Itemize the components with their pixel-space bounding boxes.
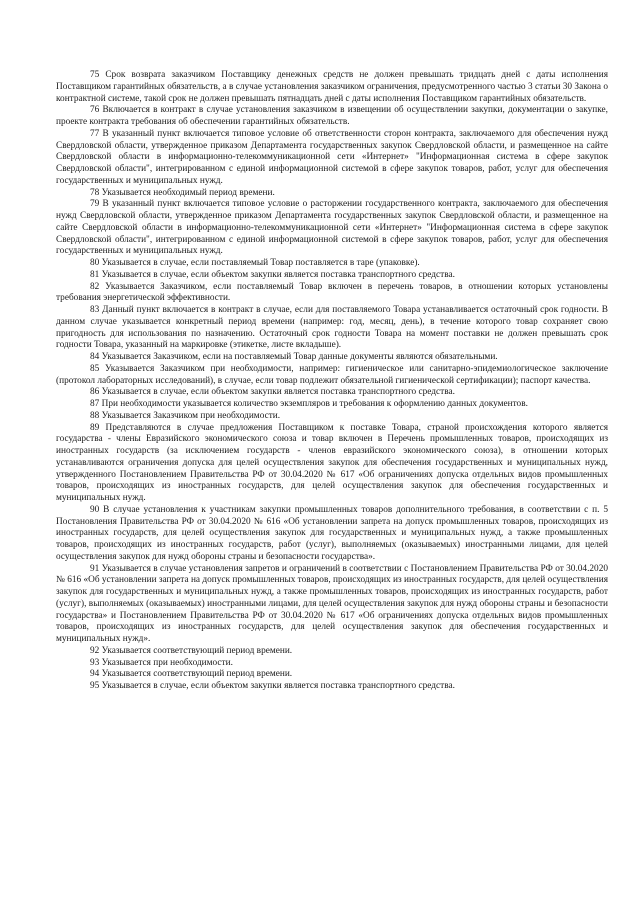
footnote-81: 81 Указывается в случае, если объектом закупки является поставка транспортного средства. <box>90 269 455 280</box>
footnote-78: 78 Указывается необходимый период времени. <box>90 187 275 198</box>
footnote-94: 94 Указывается соответствующий период времени. <box>90 669 293 680</box>
footnote-95: 95 Указывается в случае, если объектом закупки является поставка транспортного средства. <box>90 681 455 691</box>
footnote-90: 90 В случае установления к участникам закупки промышленных товаров дополнительного требования, в соответствии с п. 5 Постановления Правительства РФ от 30.04.2020 № 616 «Об установлении запрета на допуск промышленных товаров, происходящих из иностранных государств, для целей осуществления закупок для государственных и муниципальных нужд, а также промышленных товаров, происходящих из иностранных государств, работ (услуг), выполняемых (оказываемых) иностранными лицами, для целей осуществления закупок для нужд обороны страны и безопасности государства». <box>56 504 608 562</box>
footnote-89: 89 Представляются в случае предложения Поставщиком к поставке Товара, страной происхождения которого является государства - члены Евразийского экономического союза и товар включен в Перечень промышленных товаров, происходящих из иностранных государств (за исключением государств - членов евразийского экономического союза), в отношении которых устанавливаются ограничения допуска для целей осуществления закупок для обеспечения государственных и муниципальных нужд, утвержденного Постановлением Правительства РФ от 30.04.2020 № 617 «Об ограничениях допуска отдельных видов промышленных товаров, происходящих из иностранных государств, для целей осуществления закупок для обеспечения государственных и муниципальных нужд. <box>56 422 608 503</box>
footnote-84: 84 Указывается Заказчиком, если на поставляемый Товар данные документы являются обязательными. <box>90 352 498 362</box>
footnote-85: 85 Указывается Заказчиком при необходимости, например: гигиеническое или санитарно-эпидемиологическое заключение (протокол лабораторных исследований), в случае, если товар подлежит обязательной гигиенической сертификации); паспорт качества. <box>56 363 608 386</box>
footnote-91: 91 Указывается в случае установления запретов и ограничений в соответствии с Постановлением Правительства РФ от 30.04.2020 № 616 «Об установлении запрета на допуск промышленных товаров, происходящих из иностранных государств, для целей осуществления закупок для государственных и муниципальных нужд, а также промышленных товаров, происходящих из иностранных государств, работ (услуг), выполняемых (оказываемых) иностранными лицами, для целей осуществления закупок для нужд обороны страны и безопасности государства» и Постановлением Правительства РФ от 30.04.2020 № 617 «Об ограничениях допуска отдельных видов промышленных товаров, происходящих из иностранных государств, для целей осуществления закупок для обеспечения государственных и муниципальных нужд». <box>56 563 608 644</box>
footnote-86: 86 Указывается в случае, если объектом закупки является поставка транспортного средства. <box>90 387 455 398</box>
footnote-75: 75 Срок возврата заказчиком Поставщику денежных средств не должен превышать тридцать дней с даты исполнения Поставщиком гарантийных обязательств, а в случае установления заказчиком ограничения, предусмотренного частью 3 статьи 30 Закона о контрактной системе, такой срок не должен превышать пятнадцать дней с даты исполнения Поставщиком гарантийных обязательств. <box>56 70 608 104</box>
footnote-87: 87 При необходимости указывается количество экземпляров и требования к оформлению данных документов. <box>90 399 528 409</box>
footnote-77: 77 В указанный пункт включается типовое условие об ответственности сторон контракта, заключаемого для обеспечения нужд Свердловской области, утвержденное приказом Департамента государственных закупок Свердловской области, и размещенное на сайте Свердловской области в информационно-телекоммуникационной сети «Интернет» "Информационная система в сфере закупок Свердловской области", интегрированном с единой информационной системой в сфере закупок товаров, работ, услуг для обеспечения государственных и муниципальных нужд. <box>56 128 608 186</box>
footnote-93: 93 Указывается при необходимости. <box>90 657 233 668</box>
footnote-76: 76 Включается в контракт в случае установления заказчиком в извещении об осуществлении закупки, документации о закупке, проекте контракта требования об обеспечении гарантийных обязательств. <box>56 105 608 127</box>
footnote-92: 92 Указывается соответствующий период времени. <box>90 645 293 656</box>
footnote-82: 82 Указывается Заказчиком, если поставляемый Товар включен в перечень товаров, в отношении которых установлены требования энергетической эффективности. <box>56 281 608 304</box>
footnote-79: 79 В указанный пункт включается типовое условие о расторжении государственного контракта, заключаемого для обеспечения нужд Свердловской области, утвержденное приказом Департамента государственных закупок Свердловской области, и размещенное на сайте Свердловской области в информационно-телекоммуникационной сети «Интернет» "Информационная система в сфере закупок Свердловской области", интегрированном с единой информационной системой в сфере закупок товаров, работ, услуг для обеспечения государственных и муниципальных нужд. <box>56 199 608 257</box>
footnote-88: 88 Указывается Заказчиком при необходимости. <box>90 410 281 421</box>
footnote-80: 80 Указывается в случае, если поставляемый Товар поставляется в таре (упаковке). <box>90 258 420 268</box>
footnote-83: 83 Данный пункт включается в контракт в случае, если для поставляемого Товара устанавливается остаточный срок годности. В данном случае указывается конкретный период времени (например: год, месяц, день), в течение которого товар сохраняет свою пригодность для использования по назначению. Остаточный срок годности Товара на момент поставки не должен превышать срок годности Товара, указанный на маркировке (этикетке, листе вкладыше). <box>56 305 608 351</box>
